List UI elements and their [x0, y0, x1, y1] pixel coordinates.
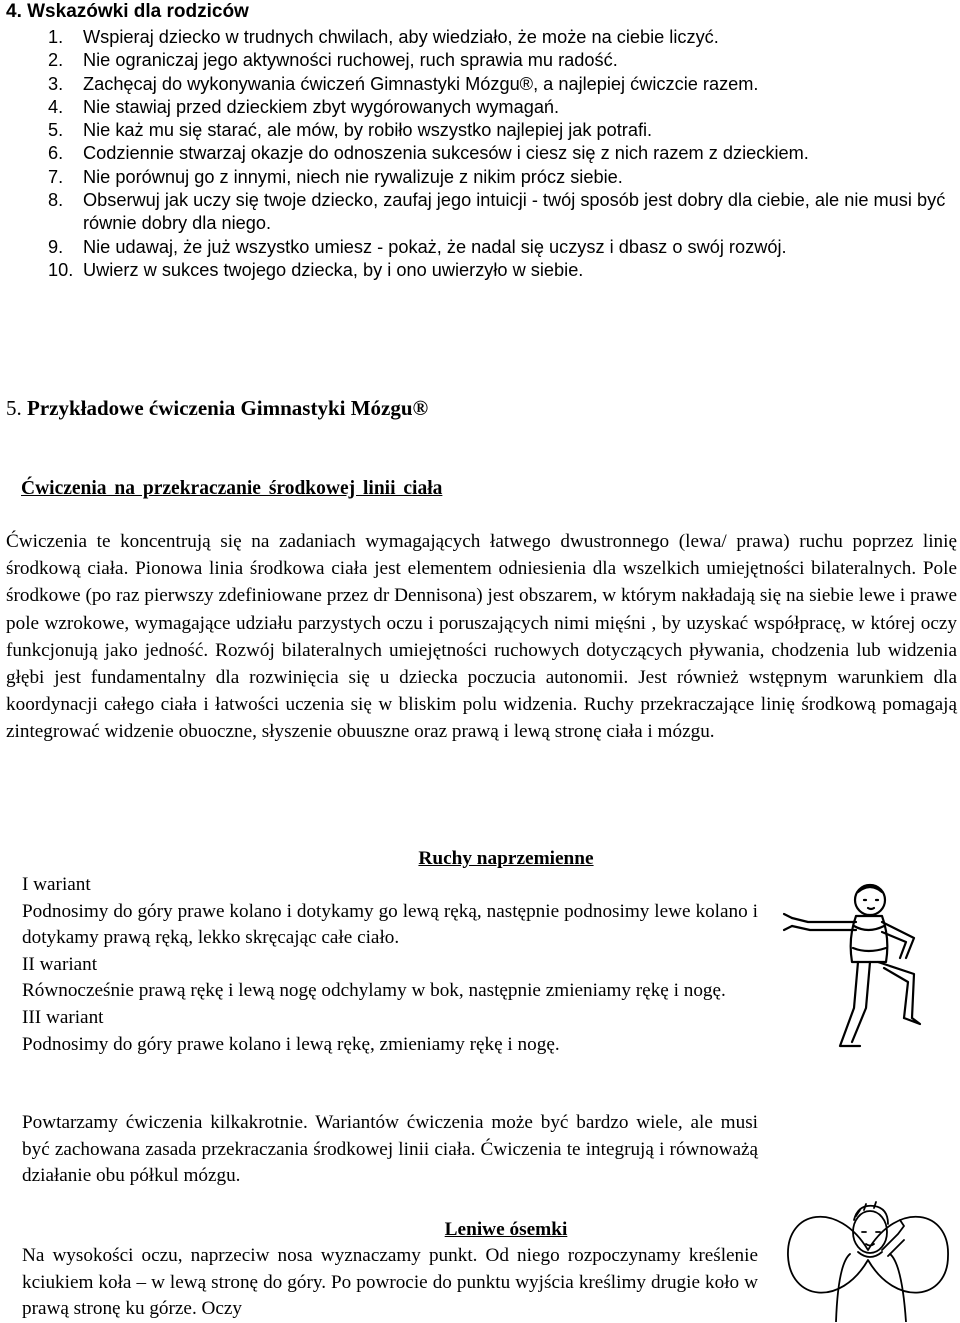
lazy-eights-illustration — [778, 1190, 958, 1322]
tip-item — [48, 96, 960, 119]
tip-item — [48, 73, 960, 96]
variant-3-label: III wariant — [22, 1006, 104, 1028]
tip-number: 2. — [48, 50, 64, 71]
tip-text: Nie porównuj go z innymi, niech nie rywalizuje z nikim prócz siebie. — [83, 166, 623, 187]
tip-item — [48, 26, 960, 49]
tip-number: 1. — [48, 27, 64, 47]
tip-item — [48, 119, 960, 142]
tip-text: Obserwuj jak uczy się twoje dziecko, zaufaj jego intuicji - twój sposób jest dobry dla ciebie, ale nie musi być równie dobry dla niego. — [83, 190, 946, 234]
tip-text: Uwierz w sukces twojego dziecka, by i ono uwierzyło w siebie. — [83, 259, 584, 280]
tip-item — [48, 189, 960, 236]
tip-text: Nie stawiaj przed dzieckiem zbyt wygórowanych wymagań. — [83, 96, 560, 117]
tip-number: 10. — [48, 259, 74, 280]
tip-text: Wspieraj dziecko w trudnych chwilach, aby wiedziało, że może na ciebie liczyć. — [83, 27, 719, 47]
tip-text: Zachęcaj do wykonywania ćwiczeń Gimnastyki Mózgu®, a najlepiej ćwiczcie razem. — [83, 73, 759, 94]
parent-tips-list — [48, 26, 960, 282]
section-4-heading: 4. Wskazówki dla rodziców — [6, 1, 249, 22]
lazy-eights-text: Na wysokości oczu, naprzeciw nosa wyznaczamy punkt. Od niego rozpoczynamy kreślenie kciukiem koła – w lewą stronę do góry. Po powrocie do punktu wyjścia kreślimy drugie koło w prawą stronę ku górze. Oczy — [22, 1245, 758, 1320]
tip-number: 9. — [48, 236, 64, 257]
tip-item — [48, 166, 960, 189]
section-5-number: 5. — [6, 396, 22, 420]
cross-crawl-body — [22, 872, 758, 1058]
lazy-eights-title: Leniwe ósemki — [444, 1219, 568, 1240]
tip-number: 6. — [48, 143, 64, 164]
tip-number: 7. — [48, 166, 64, 187]
tip-number: 5. — [48, 120, 64, 141]
tip-text: Codziennie stwarzaj okazje do odnoszenia sukcesów i ciesz się z nich razem z dzieckiem. — [83, 143, 809, 164]
tip-number: 8. — [48, 190, 64, 211]
variant-2-label: II wariant — [22, 953, 98, 975]
midline-paragraph: Ćwiczenia te koncentrują się na zadaniach wymagających łatwego dwustronnego (lewa/ prawa) ruchu poprzez linię środkową ciała. Pionowa linia środkowa ciała jest elementem odniesienia dla wszelkich umiejętności bilateralnych. Pole środkowe (po raz pierwszy zdefiniowane przez dr Dennisona) jest obszarem, w którym nakładają się na siebie lewe i prawe pole wzrokowe, wymagające udziału parzystych oczu i poruszających nimi mięśni , by uzyskać współpracę, w której oczy funkcjonują jako jedność. Rozwój bilateralnych umiejętności ruchowych dotyczących pływania, chodzenia lub widzenia głębi jest fundamentalny dla rozwinięcia się u dziecka poczucia autonomii. Jest również wstępnym warunkiem dla koordynacji całego ciała i łatwości uczenia się w bliskim polu widzenia. Ruchy przekraczające linię środkową pomagają zintegrować widzenie obuoczne, słyszenie obuuszne oraz prawą i lewą stronę ciała i mózgu. — [6, 531, 957, 743]
cross-crawl-title: Ruchy naprzemienne — [418, 848, 594, 869]
variant-2-text: Równocześnie prawą rękę i lewą nogę odchylamy w bok, następnie zmieniamy rękę i nogę. — [22, 980, 726, 1002]
variant-1-label: I wariant — [22, 874, 91, 895]
tip-item — [48, 49, 960, 72]
cross-crawl-illustration — [778, 878, 958, 1058]
tip-item — [48, 236, 960, 259]
section-5-heading — [6, 394, 428, 422]
variant-3-text: Podnosimy do góry prawe kolano i lewą rękę, zmieniamy rękę i nogę. — [22, 1033, 560, 1055]
cross-crawl-summary: Powtarzamy ćwiczenia kilkakrotnie. Wariantów ćwiczenia może być bardzo wiele, ale musi być zachowana zasada przekraczania środkowej linii ciała. Ćwiczenia te integrują i równoważą działanie obu półkul mózgu. — [22, 1112, 758, 1187]
tip-text: Nie udawaj, że już wszystko umiesz - pokaż, że nadal się uczysz i dbasz o swój rozwój. — [83, 236, 787, 257]
section-5-title: Przykładowe ćwiczenia Gimnastyki Mózgu® — [27, 396, 429, 420]
tip-text: Nie każ mu się starać, ale mów, by robiło wszystko najlepiej jak potrafi. — [83, 120, 653, 141]
variant-1-text: Podnosimy do góry prawe kolano i dotykamy go lewą ręką, następnie podnosimy lewe kolano i dotykamy prawą ręką, lekko skręcając całe ciało. — [22, 900, 758, 949]
tip-number: 4. — [48, 96, 64, 117]
tip-item — [48, 142, 960, 165]
tip-text: Nie ograniczaj jego aktywności ruchowej, ruch sprawia mu radość. — [83, 50, 618, 71]
tip-item — [48, 259, 960, 282]
midline-subheading: Ćwiczenia na przekraczanie środkowej linii ciała — [21, 478, 443, 499]
tip-number: 3. — [48, 73, 64, 94]
